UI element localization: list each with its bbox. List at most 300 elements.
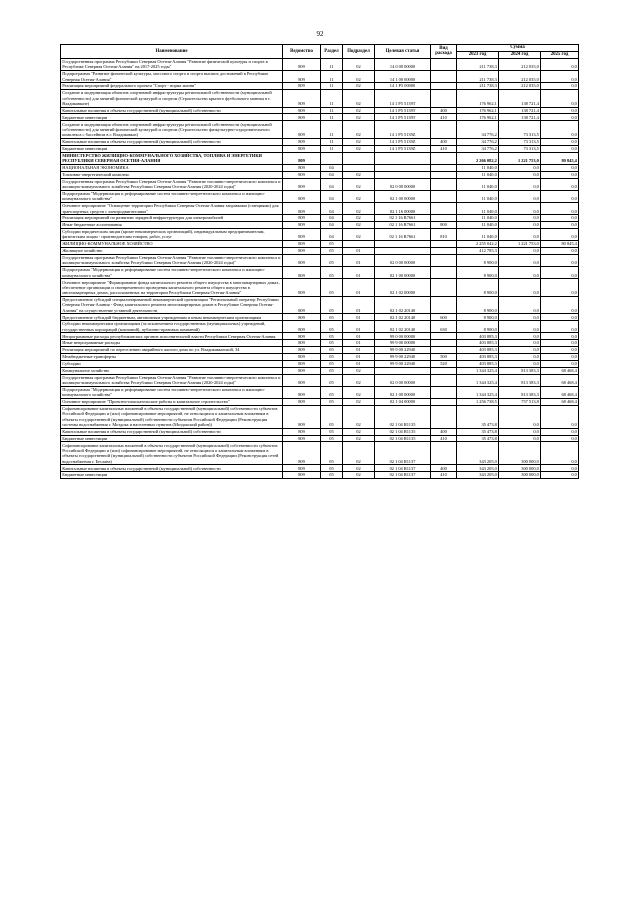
cell-sum-2025: 0,0	[541, 428, 579, 435]
cell-sum-2025: 0,0	[541, 114, 579, 121]
cell-target-article: 14 1 P5 5139Z	[375, 145, 431, 152]
cell-razdel: 11	[321, 107, 343, 114]
cell-name: Иные бюджетные ассигнования	[61, 222, 283, 229]
table-row	[61, 347, 579, 354]
table-row	[61, 171, 579, 178]
cell-target-article: 14 1 P5 5139Z	[375, 138, 431, 145]
cell-vedomstvo: 809	[283, 405, 321, 428]
table-row	[61, 296, 579, 313]
cell-podrazdel: 01	[343, 321, 375, 333]
cell-sum-2025: 0,0	[541, 190, 579, 202]
cell-razdel: 04	[321, 215, 343, 222]
cell-name: Предоставление субсидий бюджетным, автономным учреждениям и иным некоммерческим организациям	[61, 314, 283, 321]
cell-expense-type	[431, 267, 457, 279]
table-row	[61, 107, 579, 114]
cell-vedomstvo: 809	[283, 267, 321, 279]
cell-sum-2025: 0,0	[541, 340, 579, 347]
cell-expense-type: 410	[431, 114, 457, 121]
cell-sum-2025: 0,0	[541, 279, 579, 296]
table-row	[61, 472, 579, 479]
cell-target-article: 02 0 00 00000	[375, 254, 431, 266]
cell-expense-type: 400	[431, 465, 457, 472]
cell-target-article	[375, 367, 431, 374]
cell-razdel: 11	[321, 83, 343, 90]
cell-sum-2023: 403 885,3	[457, 360, 499, 367]
cell-sum-2024: 300 000,0	[499, 442, 541, 465]
cell-target-article: 02 1 04 00000	[375, 399, 431, 406]
header-podrazdel: Подраздел	[343, 45, 375, 59]
cell-target-article: 02 1 04 R1135	[375, 435, 431, 442]
cell-expense-type	[431, 83, 457, 90]
cell-sum-2023: 11 040,0	[457, 222, 499, 229]
cell-expense-type: 500	[431, 353, 457, 360]
cell-sum-2024: 813 383,3	[499, 374, 541, 386]
cell-razdel: 05	[321, 472, 343, 479]
table-row	[61, 90, 579, 107]
cell-name: Подпрограмма "Модернизация и реформирование систем топливно-энергетического комплекса и жилищно-коммунального хозяйства"	[61, 267, 283, 279]
cell-sum-2024: 0,0	[499, 247, 541, 254]
cell-sum-2025: 0,0	[541, 228, 579, 240]
cell-razdel: 11	[321, 138, 343, 145]
cell-sum-2025: 0,0	[541, 347, 579, 354]
cell-sum-2025: 0,0	[541, 107, 579, 114]
cell-razdel: 04	[321, 202, 343, 214]
cell-name: Коммунальное хозяйство	[61, 367, 283, 374]
table-row	[61, 145, 579, 152]
cell-razdel: 05	[321, 314, 343, 321]
cell-podrazdel: 01	[343, 360, 375, 367]
cell-name: Реализация мероприятий по развитию зарядной инфраструктуры для электромобилей	[61, 215, 283, 222]
cell-razdel: 05	[321, 241, 343, 248]
cell-razdel: 05	[321, 296, 343, 313]
cell-sum-2023: 1 344 325,4	[457, 374, 499, 386]
cell-sum-2023: 34 776,2	[457, 145, 499, 152]
cell-vedomstvo: 809	[283, 58, 321, 70]
table-row	[61, 178, 579, 190]
cell-sum-2024: 212 035,0	[499, 83, 541, 90]
cell-razdel: 05	[321, 279, 343, 296]
cell-podrazdel: 02	[343, 442, 375, 465]
cell-vedomstvo: 809	[283, 70, 321, 82]
cell-expense-type: 410	[431, 435, 457, 442]
cell-razdel: 05	[321, 386, 343, 398]
cell-sum-2023: 2 266 082,2	[457, 152, 499, 164]
cell-razdel: 11	[321, 114, 343, 121]
cell-name: Жилищное хозяйство	[61, 247, 283, 254]
cell-target-article: 02 1 04 R1137	[375, 465, 431, 472]
cell-sum-2024: 0,0	[499, 321, 541, 333]
cell-podrazdel: 02	[343, 171, 375, 178]
cell-name: Капитальные вложения в объекты государственной (муниципальной) собственности	[61, 428, 283, 435]
cell-name: Государственная программа Республики Северная Осетия-Алания "Развитие топливно-энергетического комплекса и жилищно-коммунального хозяйства Республики Северная Осетия-Алания (2020-2024 годы)"	[61, 254, 283, 266]
table-row	[61, 279, 579, 296]
cell-vedomstvo: 809	[283, 114, 321, 121]
cell-sum-2024: 0,0	[499, 405, 541, 428]
cell-podrazdel	[343, 152, 375, 164]
cell-sum-2025: 0,0	[541, 90, 579, 107]
cell-expense-type: 410	[431, 472, 457, 479]
cell-target-article: 02 1 16 R7661	[375, 222, 431, 229]
cell-target-article: 99 9 00 00000	[375, 340, 431, 347]
cell-podrazdel: 02	[343, 399, 375, 406]
cell-sum-2023: 11 040,0	[457, 171, 499, 178]
cell-podrazdel: 01	[343, 267, 375, 279]
cell-vedomstvo: 809	[283, 190, 321, 202]
cell-sum-2025: 0,0	[541, 296, 579, 313]
cell-name: Бюджетные инвестиции	[61, 145, 283, 152]
cell-sum-2024: 0,0	[499, 164, 541, 171]
cell-sum-2025: 0,0	[541, 215, 579, 222]
cell-sum-2023: 11 040,0	[457, 215, 499, 222]
cell-razdel: 05	[321, 465, 343, 472]
cell-sum-2023: 403 885,3	[457, 340, 499, 347]
cell-sum-2024: 73 313,5	[499, 138, 541, 145]
cell-sum-2023: 34 776,2	[457, 121, 499, 138]
cell-target-article: 14 1 P5 5139Т	[375, 114, 431, 121]
cell-expense-type	[431, 152, 457, 164]
cell-sum-2024: 0,0	[499, 267, 541, 279]
cell-name: Реализация мероприятий федерального проекта "Спорт - норма жизни"	[61, 83, 283, 90]
header-razdel: Раздел	[321, 45, 343, 59]
cell-sum-2025: 68 468,4	[541, 386, 579, 398]
cell-podrazdel: 02	[343, 114, 375, 121]
cell-razdel: 04	[321, 171, 343, 178]
table-row	[61, 353, 579, 360]
cell-razdel: 11	[321, 70, 343, 82]
cell-sum-2024: 0,0	[499, 340, 541, 347]
cell-target-article: 02 1 04 R1135	[375, 405, 431, 428]
cell-podrazdel: 01	[343, 296, 375, 313]
header-year-2023: 2023 год	[457, 51, 499, 58]
cell-expense-type	[431, 296, 457, 313]
cell-name: Создание и модернизация объектов спортивной инфраструктуры региональной собственности (муниципальной собственности) для занятий физической культурой и спортом (Строительство физкультурно-оздоровительного комплекса с бассейном в г. Владикавказ)	[61, 121, 283, 138]
cell-target-article: 14 1 00 00000	[375, 70, 431, 82]
cell-vedomstvo: 809	[283, 215, 321, 222]
cell-sum-2024: 0,0	[499, 296, 541, 313]
cell-sum-2023: 8 900,0	[457, 321, 499, 333]
cell-sum-2024: 300 000,0	[499, 472, 541, 479]
cell-vedomstvo: 809	[283, 321, 321, 333]
cell-name: Межбюджетные трансферты	[61, 353, 283, 360]
cell-vedomstvo: 809	[283, 178, 321, 190]
cell-vedomstvo: 809	[283, 353, 321, 360]
cell-razdel: 05	[321, 360, 343, 367]
cell-target-article: 14 1 P5 5139Т	[375, 90, 431, 107]
cell-razdel	[321, 152, 343, 164]
cell-expense-type	[431, 171, 457, 178]
cell-razdel: 05	[321, 353, 343, 360]
page-number: 92	[316, 30, 324, 38]
cell-target-article: 02 1 16 00000	[375, 202, 431, 214]
cell-sum-2023: 11 040,0	[457, 190, 499, 202]
cell-sum-2023: 8 900,0	[457, 267, 499, 279]
cell-razdel: 05	[321, 399, 343, 406]
cell-vedomstvo: 809	[283, 347, 321, 354]
cell-sum-2025: 0,0	[541, 333, 579, 340]
cell-sum-2023: 403 885,3	[457, 333, 499, 340]
cell-expense-type	[431, 405, 457, 428]
cell-vedomstvo: 809	[283, 202, 321, 214]
header-summa: Сумма	[457, 45, 579, 52]
cell-sum-2025: 0,0	[541, 321, 579, 333]
cell-expense-type: 400	[431, 107, 457, 114]
cell-sum-2024: 212 035,0	[499, 58, 541, 70]
cell-sum-2025: 0,0	[541, 360, 579, 367]
cell-podrazdel: 02	[343, 472, 375, 479]
cell-sum-2023: 35 473,8	[457, 428, 499, 435]
cell-expense-type	[431, 347, 457, 354]
cell-podrazdel: 02	[343, 138, 375, 145]
cell-name: Капитальные вложения в объекты государственной (муниципальной) собственности	[61, 107, 283, 114]
cell-razdel: 04	[321, 164, 343, 171]
cell-podrazdel: 02	[343, 190, 375, 202]
cell-sum-2023: 11 040,0	[457, 164, 499, 171]
cell-name: Софинансирование капитальных вложений в объекты государственной (муниципальной) собственности субъектов Российской Федерации и (или) софинансирование мероприятий, не относящихся к капитальным вложениям в объекты государственной (муниципальной) собственности субъектов Российской Федерации (Реконструкция сетей водоснабжения г. Беслана)	[61, 442, 283, 465]
cell-sum-2025: 0,0	[541, 267, 579, 279]
table-row	[61, 58, 579, 70]
cell-podrazdel: 01	[343, 340, 375, 347]
table-row	[61, 360, 579, 367]
table-row	[61, 435, 579, 442]
table-row	[61, 215, 579, 222]
cell-expense-type	[431, 190, 457, 202]
cell-vedomstvo: 809	[283, 138, 321, 145]
table-row	[61, 374, 579, 386]
header-year-2024: 2024 год	[499, 51, 541, 58]
cell-sum-2023: 343 205,0	[457, 465, 499, 472]
cell-sum-2025: 0,0	[541, 121, 579, 138]
cell-expense-type: 410	[431, 145, 457, 152]
header-name: Наименование	[61, 45, 283, 59]
cell-name: МИНИСТЕРСТВО ЖИЛИЩНО-КОММУНАЛЬНОГО ХОЗЯЙСТВА, ТОПЛИВА И ЭНЕРГЕТИКИ РЕСПУБЛИКИ СЕВЕРНАЯ ОСЕТИЯ-АЛАНИЯ	[61, 152, 283, 164]
cell-vedomstvo: 809	[283, 296, 321, 313]
header-expense-type: Вид расхода	[431, 45, 457, 59]
cell-podrazdel: 02	[343, 178, 375, 190]
table-row	[61, 333, 579, 340]
cell-sum-2023: 8 900,0	[457, 254, 499, 266]
cell-vedomstvo: 809	[283, 228, 321, 240]
cell-sum-2023: 8 900,0	[457, 279, 499, 296]
cell-podrazdel: 02	[343, 107, 375, 114]
cell-name: Бюджетные инвестиции	[61, 472, 283, 479]
cell-expense-type	[431, 399, 457, 406]
cell-expense-type	[431, 340, 457, 347]
cell-podrazdel: 02	[343, 374, 375, 386]
cell-podrazdel: 01	[343, 247, 375, 254]
cell-name: Софинансирование капитальных вложений в объекты государственной (муниципальной) собственности субъектов Российской Федерации и (или) софинансирование мероприятий, не относящихся к капитальным вложениям в объекты государственной (муниципальной) собственности субъектов Российской Федерации (Реконструкция системы водоснабжения г. Моздока и населенных пунктов (Моздокский район))	[61, 405, 283, 428]
table-row	[61, 321, 579, 333]
table-row	[61, 228, 579, 240]
table-row	[61, 222, 579, 229]
cell-vedomstvo: 809	[283, 145, 321, 152]
cell-sum-2024: 0,0	[499, 314, 541, 321]
cell-sum-2025: 68 468,4	[541, 374, 579, 386]
cell-sum-2024: 1 221 753,0	[499, 152, 541, 164]
cell-sum-2023: 2 255 042,2	[457, 241, 499, 248]
cell-sum-2023: 343 205,0	[457, 472, 499, 479]
cell-podrazdel: 02	[343, 367, 375, 374]
cell-podrazdel: 02	[343, 428, 375, 435]
cell-sum-2024: 0,0	[499, 222, 541, 229]
cell-vedomstvo: 809	[283, 465, 321, 472]
table-row	[61, 152, 579, 164]
table-row	[61, 428, 579, 435]
cell-sum-2023: 1 344 325,4	[457, 386, 499, 398]
cell-name: Подпрограмма "Модернизация и реформирование систем топливно-энергетического комплекса и жилищно-коммунального хозяйства"	[61, 386, 283, 398]
cell-sum-2024: 0,0	[499, 228, 541, 240]
cell-expense-type	[431, 247, 457, 254]
cell-name: ЖИЛИЩНО-КОММУНАЛЬНОЕ ХОЗЯЙСТВО	[61, 241, 283, 248]
cell-expense-type	[431, 442, 457, 465]
cell-sum-2025: 0,0	[541, 83, 579, 90]
table-row	[61, 70, 579, 82]
cell-target-article: 99 9 00 22940	[375, 360, 431, 367]
cell-target-article	[375, 171, 431, 178]
cell-podrazdel: 02	[343, 435, 375, 442]
cell-vedomstvo: 809	[283, 399, 321, 406]
cell-vedomstvo: 809	[283, 314, 321, 321]
cell-expense-type: 600	[431, 314, 457, 321]
cell-razdel: 05	[321, 333, 343, 340]
cell-name: Предоставление субсидий специализированной некоммерческой организации "Региональный оператор Республики Северная Осетия-Алания - Фонд капитального ремонта многоквартирных домов в Республике Северная Осетия-Алания" на осуществление уставной деятельности	[61, 296, 283, 313]
cell-sum-2023: 1 256 738,5	[457, 399, 499, 406]
cell-vedomstvo: 809	[283, 222, 321, 229]
cell-sum-2024: 138 721,4	[499, 90, 541, 107]
cell-expense-type	[431, 279, 457, 296]
cell-sum-2024: 0,0	[499, 360, 541, 367]
cell-sum-2024: 0,0	[499, 333, 541, 340]
table-row	[61, 190, 579, 202]
cell-podrazdel: 02	[343, 202, 375, 214]
cell-sum-2025: 0,0	[541, 435, 579, 442]
cell-name: Основное мероприятие "Оснащение территории Республики Северная Осетия-Алания заправками (станциями) для транспортных средств с электродвигателями"	[61, 202, 283, 214]
cell-name: Создание и модернизация объектов спортивной инфраструктуры региональной собственности (муниципальной собственности) для занятий физической культурой и спортом (Строительство крытого футбольного манежа в г. Владикавказе)	[61, 90, 283, 107]
budget-table	[60, 44, 579, 479]
cell-target-article: 99 9 00 22940	[375, 353, 431, 360]
cell-podrazdel: 02	[343, 405, 375, 428]
cell-razdel: 05	[321, 442, 343, 465]
cell-expense-type	[431, 164, 457, 171]
cell-sum-2025: 0,0	[541, 164, 579, 171]
cell-expense-type: 400	[431, 138, 457, 145]
cell-sum-2024: 0,0	[499, 428, 541, 435]
header-year-2025: 2025 год	[541, 51, 579, 58]
cell-sum-2025: 0,0	[541, 138, 579, 145]
table-row	[61, 386, 579, 398]
cell-target-article: 14 1 P5 00000	[375, 83, 431, 90]
cell-target-article: 02 1 16 R7661	[375, 228, 431, 240]
cell-vedomstvo: 809	[283, 107, 321, 114]
cell-sum-2023: 8 900,0	[457, 314, 499, 321]
cell-sum-2024: 0,0	[499, 215, 541, 222]
cell-sum-2024: 0,0	[499, 279, 541, 296]
cell-sum-2023: 176 962,1	[457, 90, 499, 107]
cell-podrazdel: 02	[343, 222, 375, 229]
cell-sum-2023: 35 473,8	[457, 405, 499, 428]
cell-sum-2025: 0,0	[541, 145, 579, 152]
cell-sum-2023: 1 344 325,4	[457, 367, 499, 374]
cell-razdel: 05	[321, 254, 343, 266]
cell-target-article: 02 1 04 R1137	[375, 472, 431, 479]
table-row	[61, 121, 579, 138]
cell-sum-2023: 211 738,3	[457, 58, 499, 70]
cell-expense-type	[431, 254, 457, 266]
table-row	[61, 241, 579, 248]
cell-expense-type	[431, 374, 457, 386]
cell-sum-2023: 176 962,1	[457, 114, 499, 121]
cell-name: Бюджетные инвестиции	[61, 114, 283, 121]
cell-target-article: 02 1 02 20140	[375, 314, 431, 321]
cell-sum-2023: 403 885,3	[457, 347, 499, 354]
cell-razdel: 04	[321, 222, 343, 229]
cell-vedomstvo: 809	[283, 121, 321, 138]
cell-target-article: 02 1 02 20140	[375, 296, 431, 313]
cell-podrazdel	[343, 164, 375, 171]
table-row	[61, 83, 579, 90]
cell-target-article: 02 1 16 R7661	[375, 215, 431, 222]
cell-name: Непрограммные расходы республиканских органов исполнительной власти Республики Северная Осетия-Алания	[61, 333, 283, 340]
table-row	[61, 340, 579, 347]
cell-razdel: 05	[321, 347, 343, 354]
cell-sum-2025: 0,0	[541, 70, 579, 82]
cell-expense-type: 520	[431, 360, 457, 367]
cell-sum-2025: 0,0	[541, 171, 579, 178]
cell-target-article	[375, 241, 431, 248]
table-row	[61, 247, 579, 254]
cell-vedomstvo: 809	[283, 442, 321, 465]
cell-sum-2024: 0,0	[499, 178, 541, 190]
cell-target-article: 02 1 00 00000	[375, 386, 431, 398]
cell-podrazdel: 02	[343, 145, 375, 152]
cell-target-article: 02 1 04 R1135	[375, 428, 431, 435]
table-row	[61, 465, 579, 472]
cell-sum-2024: 0,0	[499, 353, 541, 360]
table-row	[61, 314, 579, 321]
cell-sum-2024: 0,0	[499, 190, 541, 202]
cell-sum-2023: 211 738,3	[457, 70, 499, 82]
cell-sum-2023: 412 785,3	[457, 247, 499, 254]
cell-razdel: 05	[321, 340, 343, 347]
cell-sum-2025: 80 845,4	[541, 152, 579, 164]
cell-razdel: 04	[321, 178, 343, 190]
cell-podrazdel: 02	[343, 386, 375, 398]
cell-sum-2024: 0,0	[499, 435, 541, 442]
cell-expense-type	[431, 333, 457, 340]
cell-target-article: 02 1 02 00000	[375, 279, 431, 296]
cell-razdel: 05	[321, 321, 343, 333]
cell-expense-type: 800	[431, 222, 457, 229]
cell-name: Государственная программа Республики Северная Осетия-Алания "Развитие топливно-энергетического комплекса и жилищно-коммунального хозяйства Республики Северная Осетия-Алания (2020-2024 годы)"	[61, 178, 283, 190]
table-row	[61, 114, 579, 121]
header-vedomstvo: Ведомство	[283, 45, 321, 59]
cell-target-article: 02 1 02 20140	[375, 321, 431, 333]
cell-razdel: 11	[321, 58, 343, 70]
cell-sum-2024: 0,0	[499, 254, 541, 266]
cell-name: Основное мероприятие "Формирование фонда капитального ремонта общего имущества в многоквартирных домах, обеспечение организации и своевременного проведения капитального ремонта общего имущества в многоквартирных домах, расположенных на территории Республики Северная Осетия-Алания"	[61, 279, 283, 296]
cell-razdel: 05	[321, 428, 343, 435]
cell-vedomstvo: 809	[283, 428, 321, 435]
cell-sum-2023: 176 962,1	[457, 107, 499, 114]
table-row	[61, 405, 579, 428]
cell-sum-2025: 80 845,4	[541, 241, 579, 248]
cell-sum-2024: 0,0	[499, 347, 541, 354]
cell-podrazdel: 02	[343, 83, 375, 90]
cell-expense-type	[431, 70, 457, 82]
cell-sum-2024: 813 383,3	[499, 367, 541, 374]
cell-name: Капитальные вложения в объекты государственной (муниципальной) собственности	[61, 465, 283, 472]
cell-sum-2024: 1 221 753,0	[499, 241, 541, 248]
cell-target-article: 02 0 00 00000	[375, 374, 431, 386]
